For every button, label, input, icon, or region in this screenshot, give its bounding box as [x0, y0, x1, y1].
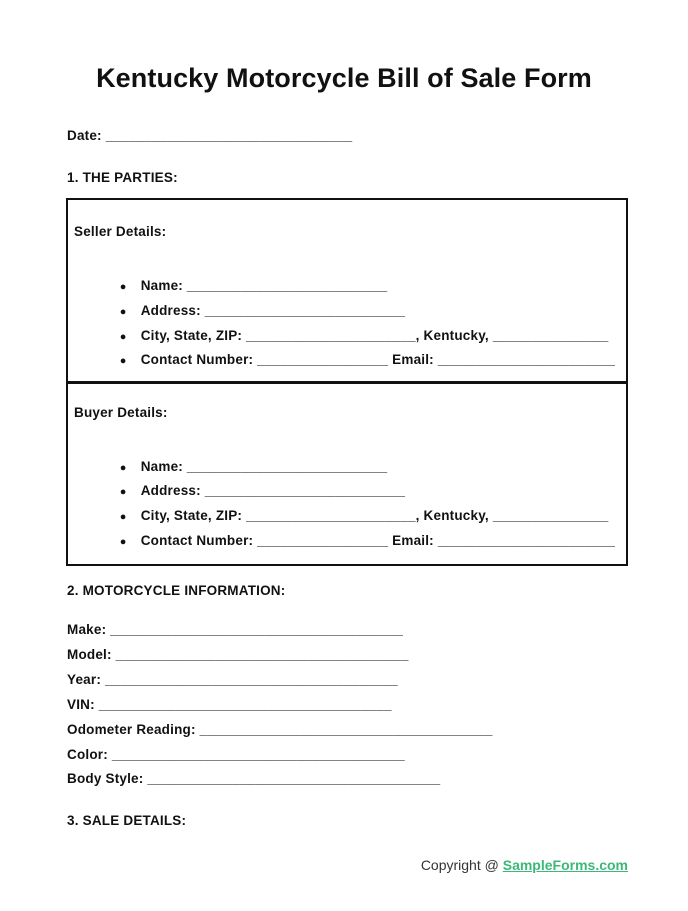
model-field[interactable]: Model: ______________________________________	[67, 647, 409, 662]
color-field[interactable]: Color: ______________________________________	[67, 747, 405, 762]
bullet-icon: ●	[119, 536, 127, 548]
bullet-icon: ●	[119, 511, 127, 523]
bullet-icon: ●	[119, 306, 127, 318]
bullet-icon: ●	[119, 462, 127, 474]
seller-details-box	[66, 198, 628, 384]
seller-details-heading: Seller Details:	[74, 224, 167, 239]
buyer-contact-label: Contact Number: _________________ Email: _______________________	[140, 533, 616, 548]
vin-field[interactable]: VIN: ______________________________________	[67, 697, 392, 712]
bullet-icon: ●	[119, 331, 127, 343]
make-field[interactable]: Make: ______________________________________	[67, 622, 404, 637]
copyright-footer	[421, 857, 628, 873]
copyright-prefix: Copyright @	[420, 857, 503, 873]
section-parties-heading: 1. THE PARTIES:	[67, 170, 178, 185]
buyer-city-state-zip-label: City, State, ZIP: ______________________, Kentucky, _______________	[140, 508, 609, 523]
buyer-address-label: Address: __________________________	[140, 483, 406, 498]
odometer-reading-field[interactable]: Odometer Reading: ______________________________________	[67, 722, 493, 737]
year-field[interactable]: Year: ______________________________________	[67, 672, 398, 687]
body-style-field[interactable]: Body Style: ______________________________________	[67, 771, 441, 786]
section-motorcycle-heading: 2. MOTORCYCLE INFORMATION:	[67, 583, 286, 598]
buyer-details-box	[66, 381, 628, 566]
seller-address-label: Address: __________________________	[140, 303, 406, 318]
page-title: Kentucky Motorcycle Bill of Sale Form	[96, 63, 592, 93]
buyer-name-label: Name: __________________________	[140, 459, 388, 474]
bullet-icon: ●	[119, 281, 127, 293]
buyer-details-heading: Buyer Details:	[74, 405, 168, 420]
date-field[interactable]: Date: ________________________________	[67, 128, 353, 143]
section-sale-details-heading: 3. SALE DETAILS:	[67, 813, 187, 828]
buyer-contact-field[interactable]	[96, 518, 615, 563]
seller-contact-label: Contact Number: _________________ Email: _______________________	[140, 352, 616, 367]
brand-link[interactable]: SampleForms.com	[502, 857, 628, 873]
seller-city-state-zip-label: City, State, ZIP: ______________________, Kentucky, _______________	[140, 328, 609, 343]
bullet-icon: ●	[119, 486, 127, 498]
seller-contact-field[interactable]	[96, 337, 615, 382]
seller-name-label: Name: __________________________	[140, 278, 388, 293]
bullet-icon: ●	[119, 355, 127, 367]
